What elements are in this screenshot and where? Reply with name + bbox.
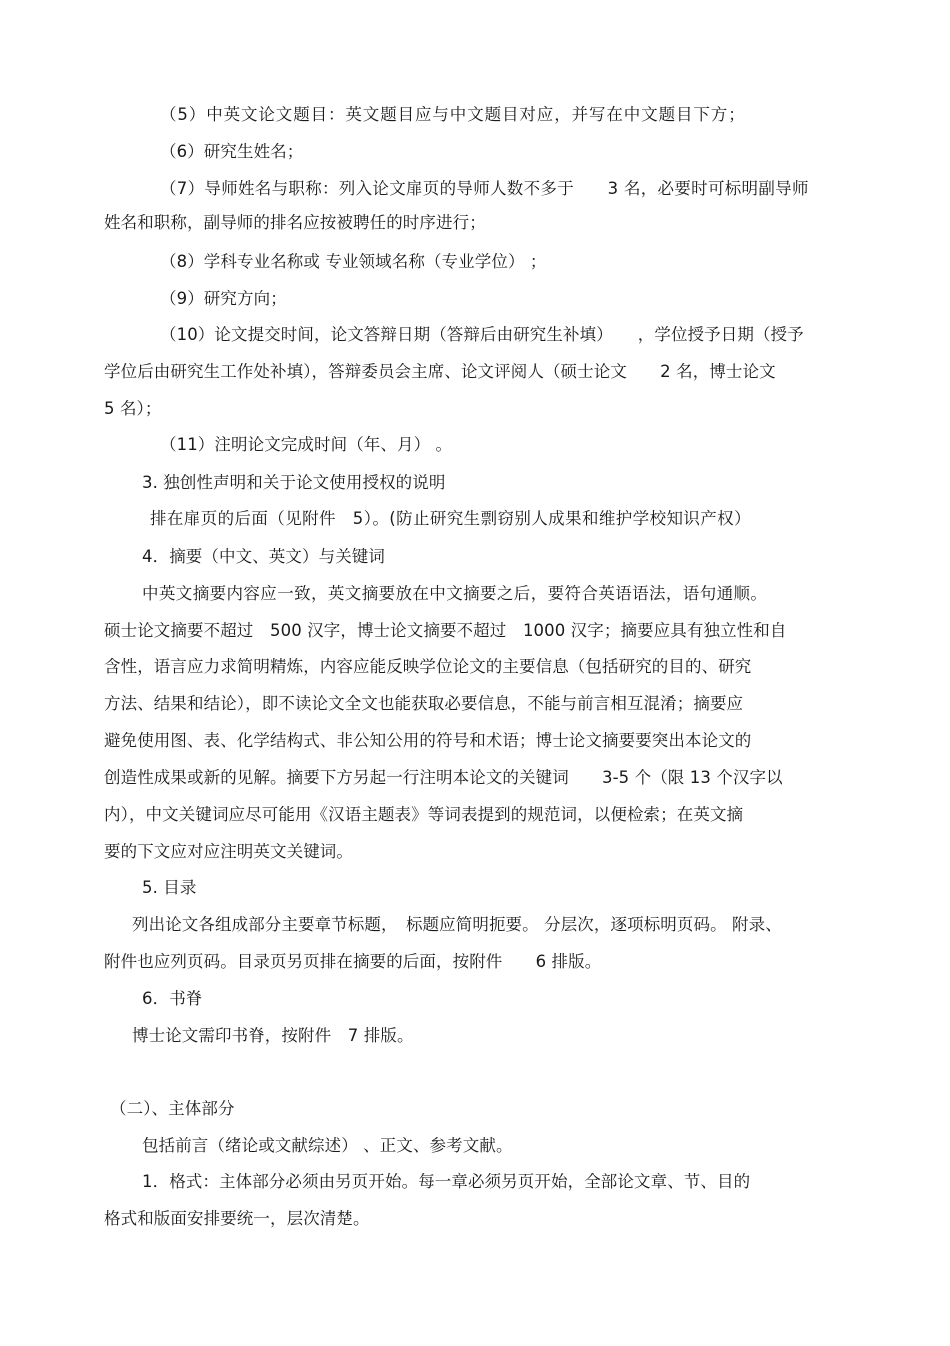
text-line: 格式和版面安排要统一，层次清楚。 xyxy=(104,1209,370,1228)
text-line: 排在扉页的后面（见附件 5）。(防止研究生剽窃别人成果和维护学校知识产权） xyxy=(150,509,751,528)
text-line: 姓名和职称，副导师的排名应按被聘任的时序进行； xyxy=(104,213,486,232)
section-heading: 3. 独创性声明和关于论文使用授权的说明 xyxy=(142,473,446,492)
section-heading: 6．书脊 xyxy=(142,989,203,1008)
text-line: （6）研究生姓名； xyxy=(160,142,304,161)
text-line: 附件也应列页码。目录页另页排在摘要的后面，按附件 6 排版。 xyxy=(104,952,602,971)
text-line: （11）注明论文完成时间（年、月） 。 xyxy=(160,435,453,454)
text-line: 包括前言（绪论或文献综述） 、正文、参考文献。 xyxy=(142,1136,513,1155)
text-line: 避免使用图、表、化学结构式、非公知公用的符号和术语；博士论文摘要要突出本论文的 xyxy=(104,731,752,750)
text-line: 5 名）； xyxy=(104,399,162,418)
text-line: 博士论文需印书脊，按附件 7 排版。 xyxy=(132,1026,414,1045)
text-line: 创造性成果或新的见解。摘要下方另起一行注明本论文的关键词 3-5 个（限 13 个汉字以 xyxy=(104,768,783,787)
text-line: （10）论文提交时间，论文答辩日期（答辩后由研究生补填） ，学位授予日期（授予 xyxy=(160,325,804,344)
text-line: 1．格式：主体部分必须由另页开始。每一章必须另页开始，全部论文章、节、目的 xyxy=(142,1172,751,1191)
section-heading: 4．摘要（中文、英文）与关键词 xyxy=(142,547,385,566)
text-line: （7）导师姓名与职称：列入论文扉页的导师人数不多于 3 名，必要时可标明副导师 xyxy=(160,179,809,198)
text-line: 内），中文关键词应尽可能用《汉语主题表》等词表提到的规范词，以便检索；在英文摘 xyxy=(104,805,744,824)
text-line: 中英文摘要内容应一致，英文摘要放在中文摘要之后，要符合英语语法，语句通顺。 xyxy=(142,584,768,603)
text-line: 列出论文各组成部分主要章节标题， 标题应简明扼要。 分层次，逐项标明页码。 附录、 xyxy=(132,915,782,934)
text-line: （9）研究方向； xyxy=(160,289,287,308)
section-heading: （二）、主体部分 xyxy=(110,1099,235,1118)
text-line: （8）学科专业名称或 专业领域名称（专业学位） ； xyxy=(160,252,547,271)
text-line: 要的下文应对应注明英文关键词。 xyxy=(104,842,353,861)
text-line: 学位后由研究生工作处补填），答辩委员会主席、论文评阅人（硕士论文 2 名，博士论文 xyxy=(104,362,776,381)
text-line: 方法、结果和结论），即不读论文全文也能获取必要信息，不能与前言相互混淆；摘要应 xyxy=(104,694,744,713)
text-line: 硕士论文摘要不超过 500 汉字，博士论文摘要不超过 1000 汉字；摘要应具有独立性和自 xyxy=(104,621,787,640)
text-line: （5）中英文论文题目：英文题目应与中文题目对应，并写在中文题目下方； xyxy=(160,105,746,124)
section-heading: 5. 目录 xyxy=(142,878,197,897)
text-line: 含性，语言应力求简明精炼，内容应能反映学位论文的主要信息（包括研究的目的、研究 xyxy=(104,657,752,676)
